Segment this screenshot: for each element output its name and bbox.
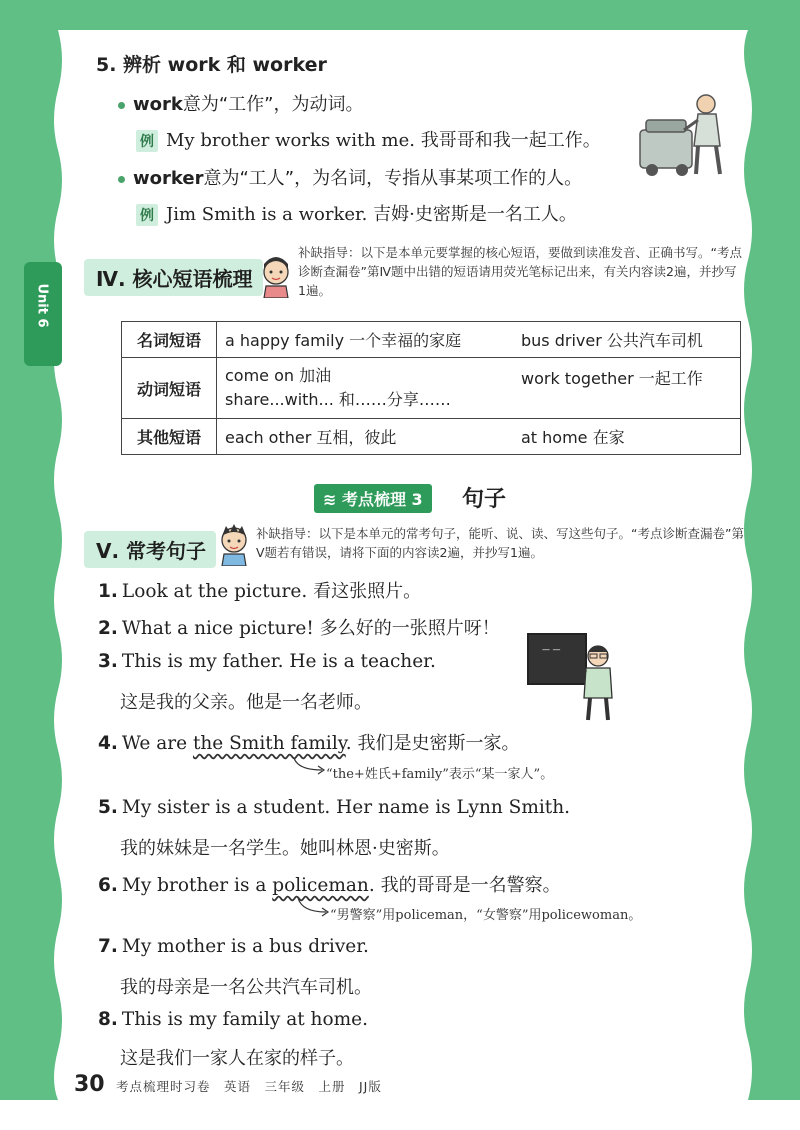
sentence-number: 5. (98, 797, 118, 818)
sentence-number: 6. (98, 875, 118, 896)
section4-title: Ⅳ. 核心短语梳理 (84, 259, 263, 296)
marked-phrase: the Smith family (192, 733, 346, 754)
table-row (122, 322, 741, 358)
sentence-2 (98, 614, 500, 640)
bullet-work-text: 意为“工作”，为动词。 (182, 94, 364, 115)
sentence-number: 7. (98, 936, 118, 957)
note-arrow (288, 756, 328, 776)
note-police: “男警察”用policeman，“女警察”用policewoman。 (330, 908, 642, 923)
note-arrow (292, 896, 332, 918)
row-left: each other 互相，彼此 (217, 419, 514, 455)
row-right: bus driver 公共汽车司机 (513, 322, 741, 358)
section5b-note: 补缺指导：以下是本单元的常考句子，能听、说、读、写这些句子。“考点诊断查漏卷”第Ⅴ题若有错误，请将下面的内容读2遍，并抄写1遍。 (256, 526, 744, 560)
example-2 (136, 200, 577, 226)
sentence-8-cn: 这是我们一家人在家的样子。 (120, 1048, 354, 1069)
sentence-3 (98, 651, 436, 672)
page-number: 30 (74, 1072, 105, 1097)
example-2-en: Jim Smith is a worker. (166, 204, 368, 225)
girl-icon (258, 254, 294, 298)
sentence-en: My sister is a student. Her name is Lynn Smith. (121, 797, 571, 818)
sentence-en-end: . (368, 875, 375, 896)
sentence-number: 8. (98, 1009, 118, 1030)
sentence-3-cn: 这是我的父亲。他是一名老师。 (120, 692, 372, 713)
example-1-cn: 我哥哥和我一起工作。 (420, 130, 601, 151)
row-left (217, 358, 514, 419)
worker-illustration (636, 90, 736, 178)
sentence-6 (98, 871, 561, 897)
word-work: work (133, 94, 183, 115)
sentence-cn: 多么好的一张照片呀！ (319, 618, 500, 639)
sentence-number: 2. (98, 618, 118, 639)
example-1-en: My brother works with me. (166, 130, 415, 151)
sentence-cn: 看这张照片。 (313, 581, 422, 602)
sentence-number: 1. (98, 581, 118, 602)
kaodian-title: 句子 (462, 487, 507, 512)
section4-note: 补缺指导：以下是本单元要掌握的核心短语，要做到读准发音、正确书写。“考点诊断查漏卷”第Ⅳ题中出错的短语请用荧光笔标记出来，有关内容读2遍，并抄写1遍。 (298, 245, 742, 298)
bullet-worker-text: 意为“工人”，为名词，专指从事某项工作的人。 (203, 168, 583, 189)
bullet-dot (118, 102, 125, 109)
sentence-1 (98, 577, 421, 603)
phrase-table (121, 321, 741, 455)
example-1 (136, 126, 601, 152)
phrase: come on 加油 (225, 366, 332, 385)
sentence-en: My brother is a (121, 875, 273, 896)
table-row (122, 419, 741, 455)
bullet-dot (118, 176, 125, 183)
row-head: 名词短语 (122, 322, 217, 358)
row-right: work together 一起工作 (513, 358, 741, 419)
word-worker: worker (133, 168, 204, 189)
row-head: 其他短语 (122, 419, 217, 455)
marked-phrase: policeman (272, 875, 369, 896)
bullet-work (118, 90, 364, 116)
example-2-cn: 吉姆·史密斯是一名工人。 (373, 204, 577, 225)
sentence-5 (98, 797, 570, 818)
sentence-cn: 我的哥哥是一名警察。 (380, 875, 561, 896)
boy-icon (216, 522, 252, 566)
sentence-number: 3. (98, 651, 118, 672)
note-family: “the+姓氏+family”表示“某一家人”。 (326, 767, 554, 782)
footer-text: 考点梳理时习卷 英语 三年级 上册 JJ版 (116, 1079, 382, 1094)
sentence-en: This is my family at home. (121, 1009, 368, 1030)
row-left: a happy family 一个幸福的家庭 (217, 322, 514, 358)
svg-text:— —: — — (542, 645, 561, 654)
teacher-illustration (524, 626, 620, 722)
sentence-7 (98, 936, 369, 957)
sentence-en: We are (121, 733, 193, 754)
sentence-en: What a nice picture! (121, 618, 314, 639)
example-tag: 例 (136, 204, 158, 226)
unit-tab-label: Unit 6 (34, 283, 50, 328)
sentence-en: This is my father. He is a teacher. (121, 651, 436, 672)
sentence-en: My mother is a bus driver. (121, 936, 369, 957)
sentence-7-cn: 我的母亲是一名公共汽车司机。 (120, 977, 372, 998)
sentence-4 (98, 729, 520, 755)
row-right: at home 在家 (513, 419, 741, 455)
sentence-8 (98, 1009, 368, 1030)
sentence-number: 4. (98, 733, 118, 754)
example-tag: 例 (136, 130, 158, 152)
sentence-en-end: . (345, 733, 352, 754)
sentence-en: Look at the picture. (121, 581, 308, 602)
bullet-worker (118, 164, 582, 190)
table-row (122, 358, 741, 419)
section5-heading: 5. 辨析 work 和 worker (96, 54, 327, 76)
row-head: 动词短语 (122, 358, 217, 419)
phrase: share...with... 和……分享…… (225, 390, 451, 409)
kaodian-badge: ≋ 考点梳理 3 (314, 484, 432, 513)
section5b-title: Ⅴ. 常考句子 (84, 531, 216, 568)
sentence-5-cn: 我的妹妹是一名学生。她叫林恩·史密斯。 (120, 838, 450, 859)
sentence-cn: 我们是史密斯一家。 (357, 733, 520, 754)
